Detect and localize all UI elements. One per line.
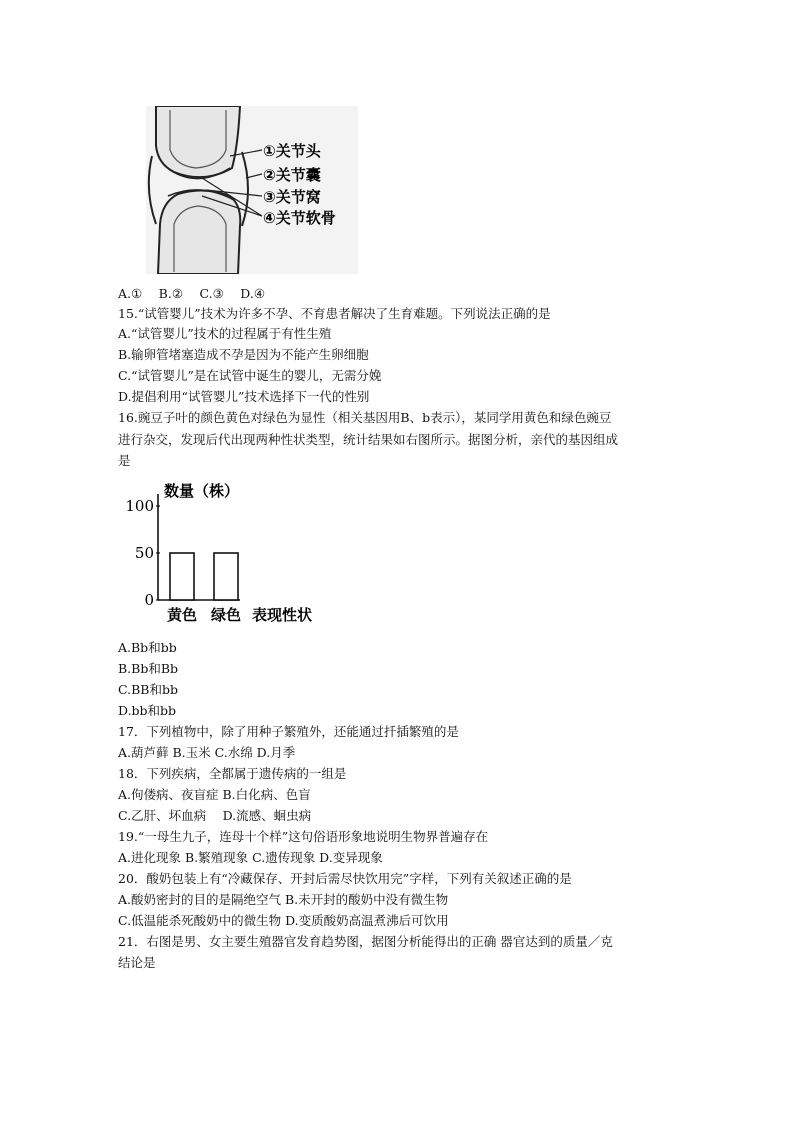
q16-option-b: B.Bb和Bb xyxy=(118,661,179,676)
q17-stem: 17．下列植物中，除了用种子繁殖外，还能通过扦插繁殖的是 xyxy=(118,724,459,739)
bar-yellow xyxy=(170,553,194,600)
q18-stem: 18．下列疾病，全都属于遗传病的一组是 xyxy=(118,766,347,781)
q16-option-a: A.Bb和bb xyxy=(118,640,177,655)
q17-options: A.葫芦藓 B.玉米 C.水绵 D.月季 xyxy=(118,745,296,760)
q18-options-line1: A.佝偻病、夜盲症 B.白化病、色盲 xyxy=(118,787,311,802)
q21-stem-line1: 21．右图是男、女主要生殖器官发育趋势图，据图分析能得出的正确 器官达到的质量／克 xyxy=(118,934,613,949)
y-tick-label: 100 xyxy=(125,497,154,515)
q14-options: A.① B.② C.③ D.④ xyxy=(118,286,266,301)
q21-stem-line2: 结论是 xyxy=(118,955,156,970)
chart-bars xyxy=(170,553,238,600)
q15-option-b: B.输卵管堵塞造成不孕是因为不能产生卵细胞 xyxy=(118,347,369,362)
q15-option-c: C.“试管婴儿”是在试管中诞生的婴儿，无需分娩 xyxy=(118,368,382,383)
y-tick-label: 50 xyxy=(134,544,154,562)
lower-bone xyxy=(158,190,240,274)
q16-stem-line1: 16.豌豆子叶的颜色黄色对绿色为显性（相关基因用B、b表示），某同学用黄色和绿色豌豆 xyxy=(118,410,612,425)
q16-option-c: C.BB和bb xyxy=(118,682,178,697)
q15-option-a: A.“试管婴儿”技术的过程属于有性生殖 xyxy=(118,326,332,341)
joint-diagram xyxy=(146,106,358,274)
y-axis-label: 数量（株） xyxy=(164,482,240,500)
q16-stem-line3: 是 xyxy=(118,453,131,468)
y-tick-label: 0 xyxy=(144,591,154,609)
x-tick-label: 绿色 xyxy=(210,606,242,624)
bar-chart xyxy=(118,476,348,626)
q16-stem-line2: 进行杂交，发现后代出现两种性状类型，统计结果如右图所示。据图分析，亲代的基因组成 xyxy=(118,432,619,447)
q20-stem: 20．酸奶包装上有“冷藏保存、开封后需尽快饮用完”字样，下列有关叙述正确的是 xyxy=(118,871,572,886)
q18-options-line2: C.乙肝、坏血病 D.流感、蛔虫病 xyxy=(118,808,312,823)
q15-stem: 15.“试管婴儿”技术为许多不孕、不育患者解决了生育难题。下列说法正确的是 xyxy=(118,306,551,321)
x-axis-label: 表现性状 xyxy=(252,606,313,624)
bar-green xyxy=(214,553,238,600)
label-joint-capsule: ②关节囊 xyxy=(263,166,321,184)
q19-options: A.进化现象 B.繁殖现象 C.遗传现象 D.变异现象 xyxy=(118,850,383,865)
x-tick-label: 黄色 xyxy=(166,606,198,624)
q15-option-d: D.提倡利用“试管婴儿”技术选择下一代的性别 xyxy=(118,389,370,404)
q20-options-line1: A.酸奶密封的目的是隔绝空气 B.未开封的酸奶中没有微生物 xyxy=(118,892,449,907)
q16-option-d: D.bb和bb xyxy=(118,703,177,718)
q19-stem: 19.“一母生九子，连母十个样”这句俗语形象地说明生物界普遍存在 xyxy=(118,829,489,844)
upper-bone xyxy=(156,106,240,177)
label-joint-head: ①关节头 xyxy=(263,142,321,160)
q20-options-line2: C.低温能杀死酸奶中的微生物 D.变质酸奶高温煮沸后可饮用 xyxy=(118,913,449,928)
label-joint-cartilage: ④关节软骨 xyxy=(263,209,336,227)
label-joint-socket: ③关节窝 xyxy=(263,188,321,206)
